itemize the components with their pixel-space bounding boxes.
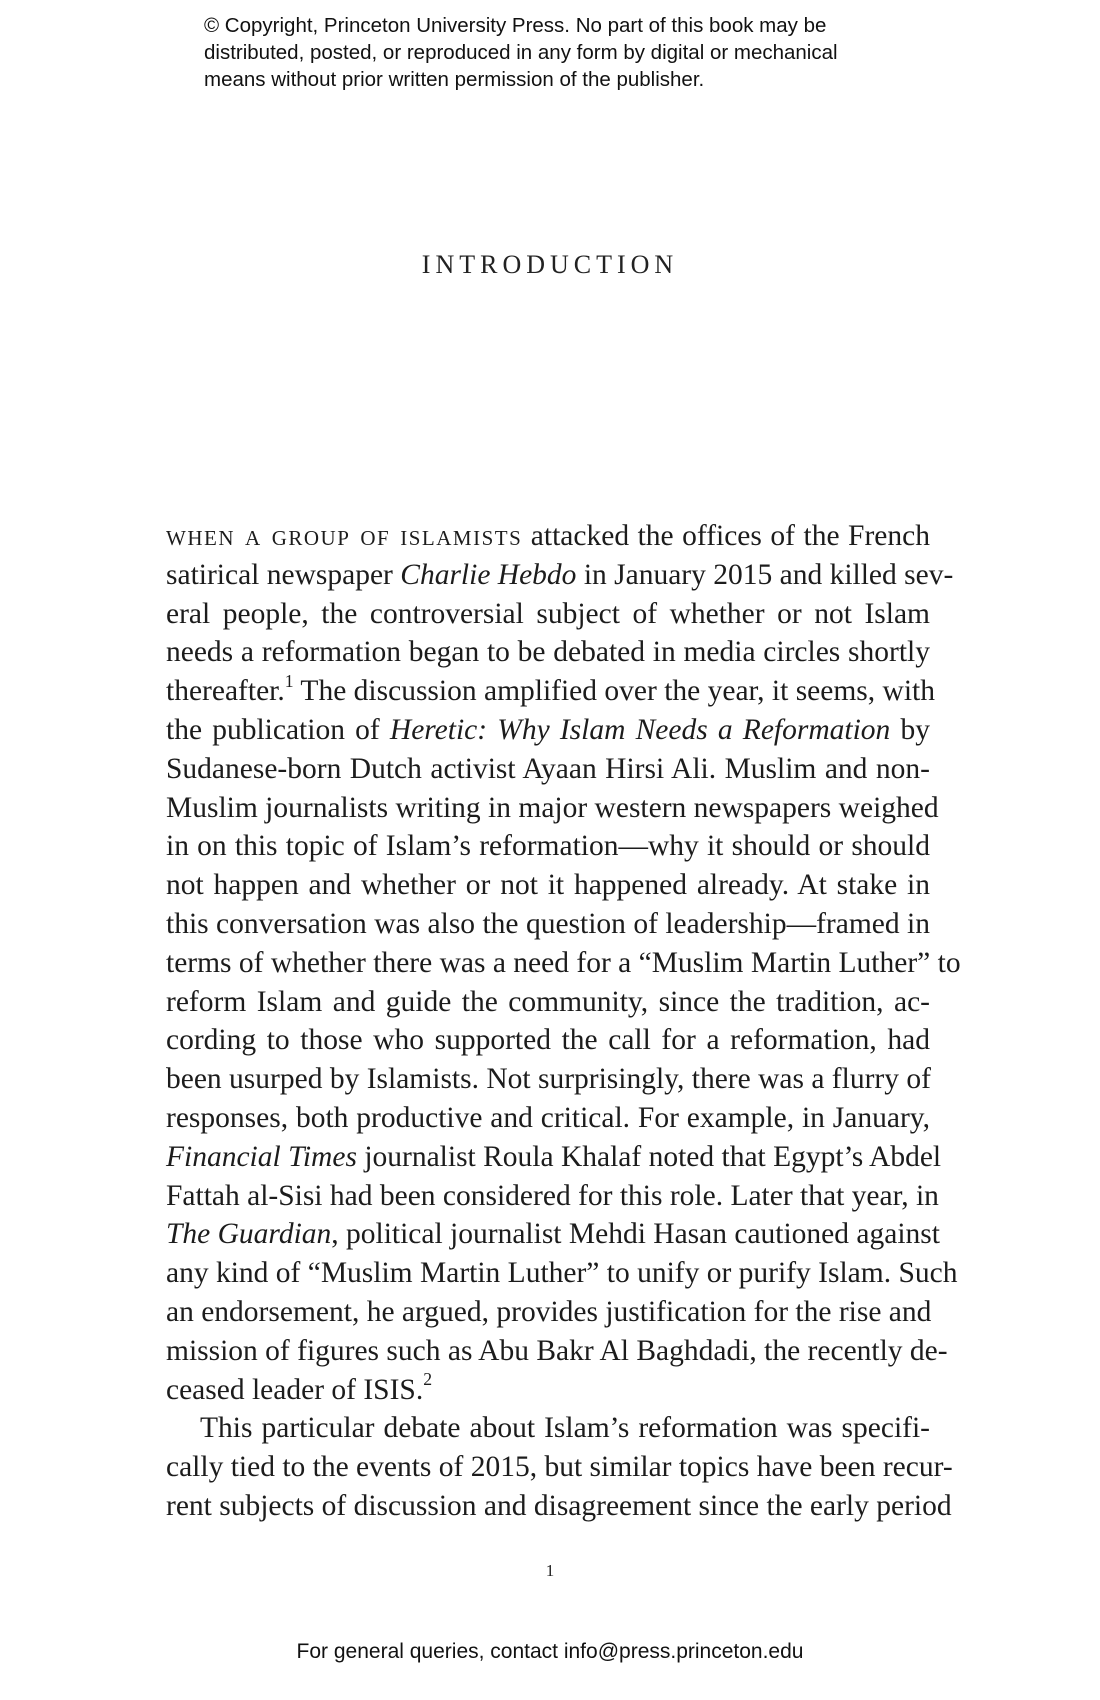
- contact-footer: For general queries, contact info@press.princeton.edu: [296, 1640, 804, 1663]
- text-line: [166, 711, 930, 750]
- italic-title: The Guardian: [166, 1218, 332, 1251]
- text-span: ceased leader of ISIS.: [166, 1373, 424, 1406]
- text-span: thereafter.: [166, 675, 285, 708]
- italic-title: Financial Times: [166, 1140, 357, 1173]
- text-line: [166, 670, 935, 711]
- text-span: by: [890, 713, 930, 746]
- page-number: 1: [545, 1561, 555, 1580]
- text-span: the publication of: [166, 713, 390, 746]
- text-line: rent subjects of discussion and disagreement since the early period: [166, 1489, 952, 1522]
- text-line: cording to those who supported the call for a reformation, had: [166, 1024, 930, 1057]
- text-line: [166, 1138, 942, 1177]
- text-line: needs a reformation began to be debated in media circles shortly: [166, 636, 930, 669]
- italic-title: Heretic: Why Islam Needs a Reformation: [389, 713, 891, 746]
- text-line: [166, 556, 954, 595]
- text-line: [166, 517, 930, 556]
- text-line: in on this topic of Islam’s reformation—why it should or should: [166, 830, 930, 863]
- text-line: this conversation was also the question of leadership—framed in: [166, 907, 930, 940]
- text-line: terms of whether there was a need for a “Muslim Martin Luther” to: [166, 946, 961, 979]
- text-span: journalist Roula Khalaf noted that Egypt’s Abdel: [356, 1140, 942, 1173]
- text-line: reform Islam and guide the community, since the tradition, ac-: [166, 985, 930, 1018]
- text-line: an endorsement, he argued, provides justification for the rise and: [166, 1295, 932, 1328]
- text-line: Sudanese-born Dutch activist Ayaan Hirsi Ali. Muslim and non-: [166, 752, 930, 785]
- italic-title: Charlie Hebdo: [400, 558, 577, 591]
- text-span: The discussion amplified over the year, it seems, with: [293, 675, 935, 708]
- footnote-marker[interactable]: 2: [423, 1369, 433, 1390]
- body-text: [166, 517, 961, 1526]
- text-line: been usurped by Islamists. Not surprisingly, there was a flurry of: [166, 1063, 931, 1096]
- text-span: in January 2015 and killed sev-: [576, 558, 954, 591]
- text-line: Fattah al-Sisi had been considered for this role. Later that year, in: [166, 1179, 939, 1212]
- text-line: responses, both productive and critical. For example, in January,: [166, 1101, 930, 1134]
- copyright-notice: [204, 12, 924, 93]
- copyright-line: distributed, posted, or reproduced in any form by digital or mechanical: [204, 41, 838, 64]
- text-line: cally tied to the events of 2015, but similar topics have been recur-: [166, 1451, 953, 1484]
- text-span: , political journalist Mehdi Hasan cautioned against: [331, 1218, 940, 1251]
- text-line: mission of figures such as Abu Bakr Al Baghdadi, the recently de-: [166, 1334, 948, 1367]
- text-line: [166, 1371, 930, 1410]
- lead-in-smallcaps: when a group of islamists: [166, 520, 523, 552]
- text-line: eral people, the controversial subject of whether or not Islam: [166, 597, 930, 630]
- text-span: attacked the offices of the French: [522, 520, 930, 552]
- copyright-line: means without prior written permission of the publisher.: [204, 68, 705, 91]
- text-line: This particular debate about Islam’s reformation was specifi-: [200, 1412, 930, 1445]
- footnote-marker[interactable]: 1: [284, 670, 294, 691]
- text-line: Muslim journalists writing in major western newspapers weighed: [166, 791, 939, 824]
- copyright-line: © Copyright, Princeton University Press. No part of this book may be: [204, 14, 827, 37]
- text-span: satirical newspaper: [166, 558, 401, 591]
- chapter-title: INTRODUCTION: [421, 250, 679, 279]
- text-line: any kind of “Muslim Martin Luther” to unify or purify Islam. Such: [166, 1257, 958, 1290]
- text-line: not happen and whether or not it happened already. At stake in: [166, 869, 930, 902]
- text-line: [166, 1215, 940, 1254]
